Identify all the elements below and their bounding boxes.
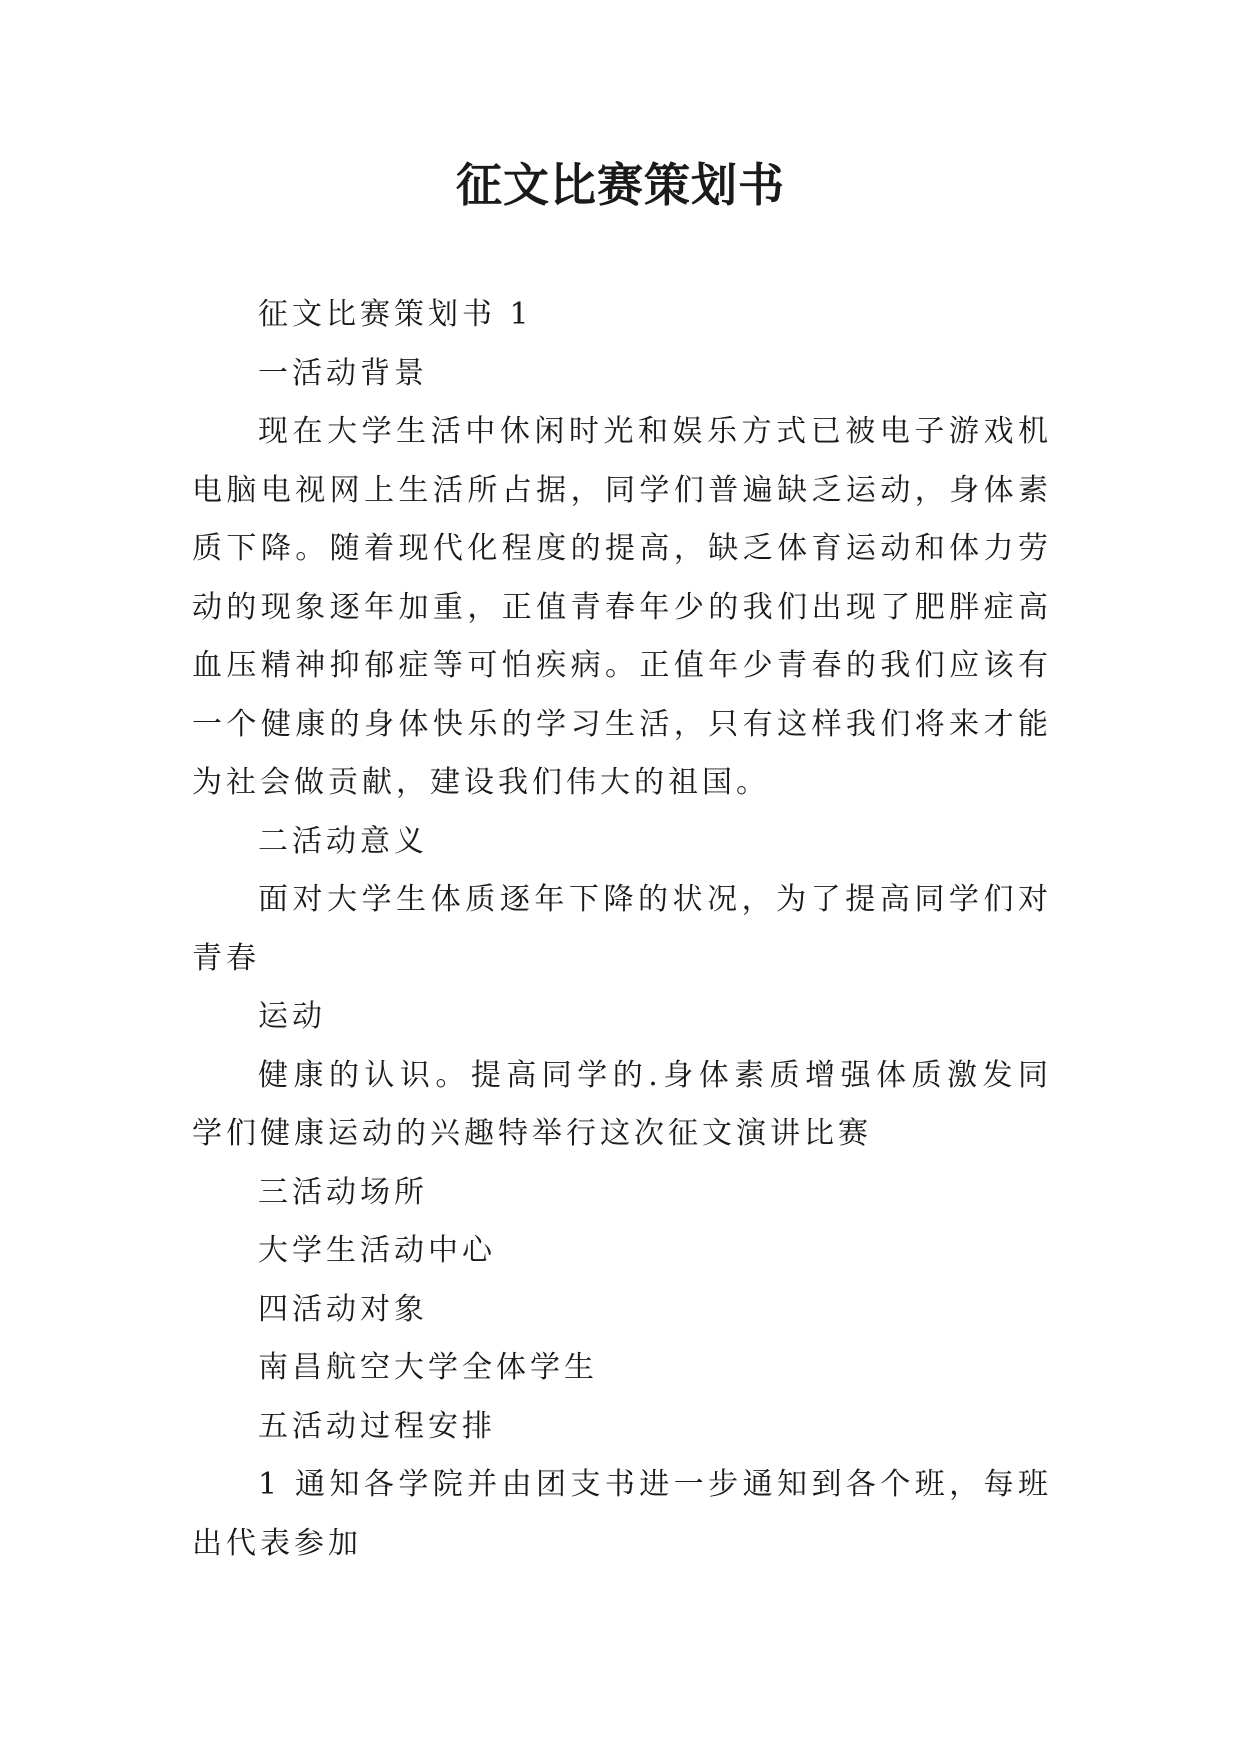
paragraph-significance-3: 健康的认识。提高同学的.身体素质增强体质激发同学们健康运动的兴趣特举行这次征文演讲比赛 — [192, 1057, 1052, 1151]
paragraph-significance-2: 运动 — [258, 999, 326, 1034]
paragraph-subtitle: 征文比赛策划书 1 — [258, 297, 533, 332]
section-heading-significance: 二活动意义 — [258, 823, 428, 859]
section-heading-arrangement: 五活动过程安排 — [258, 1408, 496, 1444]
paragraph-audience: 南昌航空大学全体学生 — [258, 1350, 598, 1385]
document-title: 征文比赛策划书 — [456, 158, 785, 212]
paragraph-venue: 大学生活动中心 — [258, 1233, 496, 1268]
document-body — [192, 286, 1052, 1573]
paragraph-significance-1: 面对大学生体质逐年下降的状况，为了提高同学们对青春 — [192, 882, 1052, 976]
section-heading-background: 一活动背景 — [258, 355, 428, 391]
section-heading-audience: 四活动对象 — [258, 1291, 428, 1327]
paragraph-background: 现在大学生活中休闲时光和娱乐方式已被电子游戏机电脑电视网上生活所占据，同学们普遍缺乏运动，身体素质下降。随着现代化程度的提高，缺乏体育运动和体力劳动的现象逐年加重，正值青春年少的我们出现了肥胖症高血压精神抑郁症等可怕疾病。正值年少青春的我们应该有一个健康的身体快乐的学习生活，只有这样我们将来才能为社会做贡献，建设我们伟大的祖国。 — [192, 414, 1052, 800]
section-heading-venue: 三活动场所 — [258, 1174, 428, 1210]
paragraph-arrangement-1: 1 通知各学院并由团支书进一步通知到各个班，每班出代表参加 — [192, 1467, 1052, 1561]
